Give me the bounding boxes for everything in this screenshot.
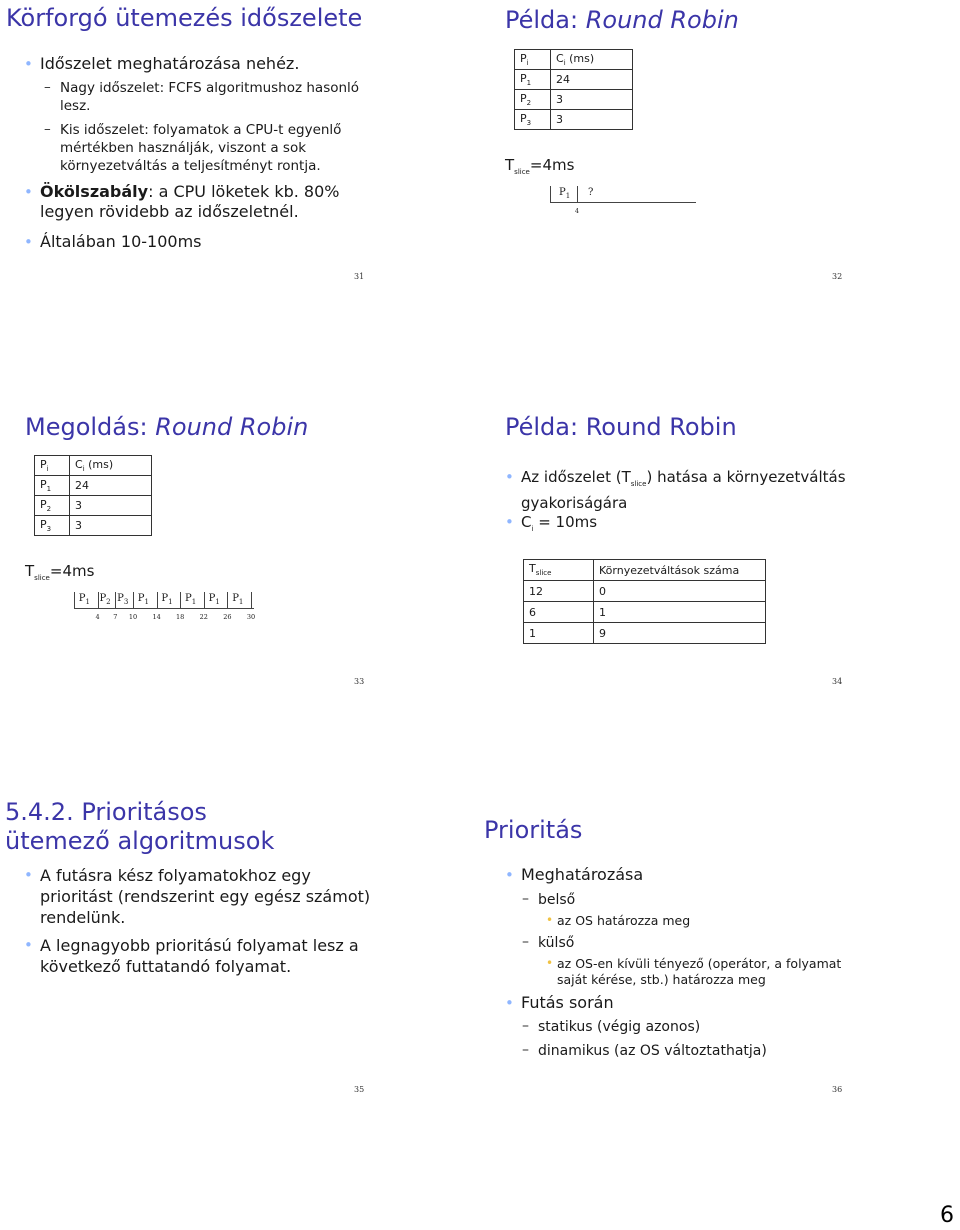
title-italic: Round Robin xyxy=(155,413,309,441)
gantt-process: $P_1$ xyxy=(559,187,571,200)
table-cell: 12 xyxy=(524,581,594,602)
gantt-divider xyxy=(74,592,75,608)
bullet: • Az időszelet $(T_{slice})$ hatása a környezetváltás gyakoriságára xyxy=(521,468,861,513)
sub-bullet: – Kis időszelet: folyamatok a CPU-t egyenlő mértékben használják, viszont a sok környezetváltás a teljesítményt rontja. xyxy=(60,121,370,175)
bullet: • A futásra kész folyamatokhoz egy prioritást (rendszerint egy egész számot) rendelünk. xyxy=(40,865,380,928)
sub-sub-bullet: • az OS-en kívüli tényező (operátor, a folyamat saját kérése, stb.) határozza meg xyxy=(557,956,847,988)
title-prefix: Példa: xyxy=(505,6,586,34)
gantt-divider xyxy=(577,186,578,202)
gantt-divider xyxy=(133,592,134,608)
header-cell: $P_i$ xyxy=(35,456,70,476)
slide-title: Prioritás xyxy=(484,816,583,844)
gantt-tick: 30 xyxy=(246,613,256,621)
gantt-divider xyxy=(98,592,99,608)
table-cell: $P_2$ xyxy=(35,496,70,516)
bullet: • $C_i = 10ms$ xyxy=(521,512,721,539)
table-cell: 6 xyxy=(524,602,594,623)
table-cell: 3 xyxy=(551,110,633,130)
gantt-axis xyxy=(74,608,254,609)
table-cell: $P_2$ xyxy=(515,90,551,110)
gantt-process: $P_1$ xyxy=(232,593,244,606)
header-cell: Környezetváltások száma xyxy=(594,560,766,581)
slide-title xyxy=(25,412,308,442)
slide-title: Példa: Round Robin xyxy=(505,413,737,441)
gantt-unknown: ? xyxy=(588,187,594,198)
gantt-process: $P_1$ xyxy=(161,593,173,606)
table-row xyxy=(35,516,152,536)
process-table xyxy=(34,455,152,536)
slide-number: 35 xyxy=(354,1085,365,1094)
title-italic: Round Robin xyxy=(585,6,739,34)
gantt-tick: 7 xyxy=(113,613,118,621)
slide-number: 34 xyxy=(832,677,843,686)
gantt-divider xyxy=(550,186,551,202)
title-prefix: Megoldás: xyxy=(25,413,156,441)
bullet: • Meghatározása xyxy=(521,865,643,885)
header-cell: $P_i$ xyxy=(515,50,551,70)
slide-31 xyxy=(0,0,470,380)
table-cell: $P_1$ xyxy=(515,70,551,90)
table-cell: 9 xyxy=(594,623,766,644)
gantt-axis xyxy=(550,202,696,203)
header-cell: $C_i$ (ms) xyxy=(551,50,633,70)
table-row xyxy=(35,496,152,516)
table-cell: 3 xyxy=(70,496,152,516)
table-cell: 3 xyxy=(70,516,152,536)
gantt-process: $P_3$ xyxy=(117,593,129,606)
gantt-tick: 22 xyxy=(199,613,208,621)
table-header-row xyxy=(515,50,633,70)
gantt-divider xyxy=(204,592,205,608)
table-row xyxy=(524,581,766,602)
sub-bullet: – belső xyxy=(538,891,575,909)
slide-33 xyxy=(0,405,470,785)
table-header-row xyxy=(524,560,766,581)
bold-term: Ökölszabály xyxy=(40,182,149,201)
gantt-divider xyxy=(227,592,228,608)
bullet: • A legnagyobb prioritású folyamat lesz a következő futtatandó folyamat. xyxy=(40,935,380,977)
slide-32 xyxy=(490,0,960,380)
header-cell: $C_i$ (ms) xyxy=(70,456,152,476)
gantt-divider xyxy=(180,592,181,608)
header-cell: $T_{slice}$ xyxy=(524,560,594,581)
document-page-number: 6 xyxy=(940,1203,954,1228)
tslice-table xyxy=(523,559,766,644)
table-row xyxy=(515,90,633,110)
gantt-divider xyxy=(251,592,252,608)
slide-36 xyxy=(484,795,960,1175)
slide-number: 32 xyxy=(832,272,843,281)
gantt-process: $P_1$ xyxy=(78,593,90,606)
table-cell: $P_1$ xyxy=(35,476,70,496)
gantt-tick: 14 xyxy=(152,613,161,621)
sub-bullet: – dinamikus (az OS változtathatja) xyxy=(538,1042,767,1060)
slide-title: 5.4.2. Prioritásos ütemező algoritmusok xyxy=(5,798,275,855)
table-row xyxy=(524,623,766,644)
bullet: • Futás során xyxy=(521,993,614,1013)
gantt-tick: 4 xyxy=(574,207,580,215)
gantt-tick: 10 xyxy=(128,613,138,621)
table-row xyxy=(524,602,766,623)
table-cell: $P_3$ xyxy=(35,516,70,536)
table-cell: 1 xyxy=(524,623,594,644)
slide-title: Körforgó ütemezés időszelete xyxy=(6,4,363,32)
table-cell: 24 xyxy=(551,70,633,90)
gantt-process: $P_2$ xyxy=(99,593,111,606)
table-row xyxy=(515,110,633,130)
tslice-label: $T_{slice}=4ms$ xyxy=(25,562,95,582)
table-row xyxy=(35,476,152,496)
table-row xyxy=(515,70,633,90)
gantt-tick: 18 xyxy=(176,613,185,621)
sub-sub-bullet: • az OS határozza meg xyxy=(557,913,690,929)
sub-bullet: – külső xyxy=(538,934,574,952)
slide-35 xyxy=(0,795,470,1175)
bullet: • Időszelet meghatározása nehéz. xyxy=(40,54,460,74)
slide-34 xyxy=(490,405,960,785)
bullet: • Általában 10-100ms xyxy=(40,232,340,252)
sub-bullet: – statikus (végig azonos) xyxy=(538,1018,700,1036)
gantt-process: $P_1$ xyxy=(137,593,149,606)
gantt-process: $P_1$ xyxy=(185,593,197,606)
bullet xyxy=(40,182,370,222)
table-header-row xyxy=(35,456,152,476)
table-cell: 24 xyxy=(70,476,152,496)
gantt-divider xyxy=(157,592,158,608)
slide-number: 36 xyxy=(832,1085,843,1094)
table-cell: 3 xyxy=(551,90,633,110)
slide-title xyxy=(505,5,739,35)
gantt-tick: 4 xyxy=(95,613,100,621)
gantt-chart xyxy=(74,592,264,626)
table-cell: 0 xyxy=(594,581,766,602)
gantt-chart xyxy=(550,186,700,220)
process-table xyxy=(514,49,633,130)
slide-number: 33 xyxy=(354,677,365,686)
gantt-tick: 26 xyxy=(223,613,232,621)
bullet-text: : a CPU löketek kb. 80% legyen rövidebb az időszeletnél. xyxy=(40,182,340,221)
gantt-divider xyxy=(115,592,116,608)
sub-bullet: – Nagy időszelet: FCFS algoritmushoz hasonló lesz. xyxy=(60,79,380,115)
tslice-label: $T_{slice}=4ms$ xyxy=(505,156,575,176)
slide-number: 31 xyxy=(354,272,365,281)
table-cell: 1 xyxy=(594,602,766,623)
gantt-process: $P_1$ xyxy=(208,593,220,606)
table-cell: $P_3$ xyxy=(515,110,551,130)
